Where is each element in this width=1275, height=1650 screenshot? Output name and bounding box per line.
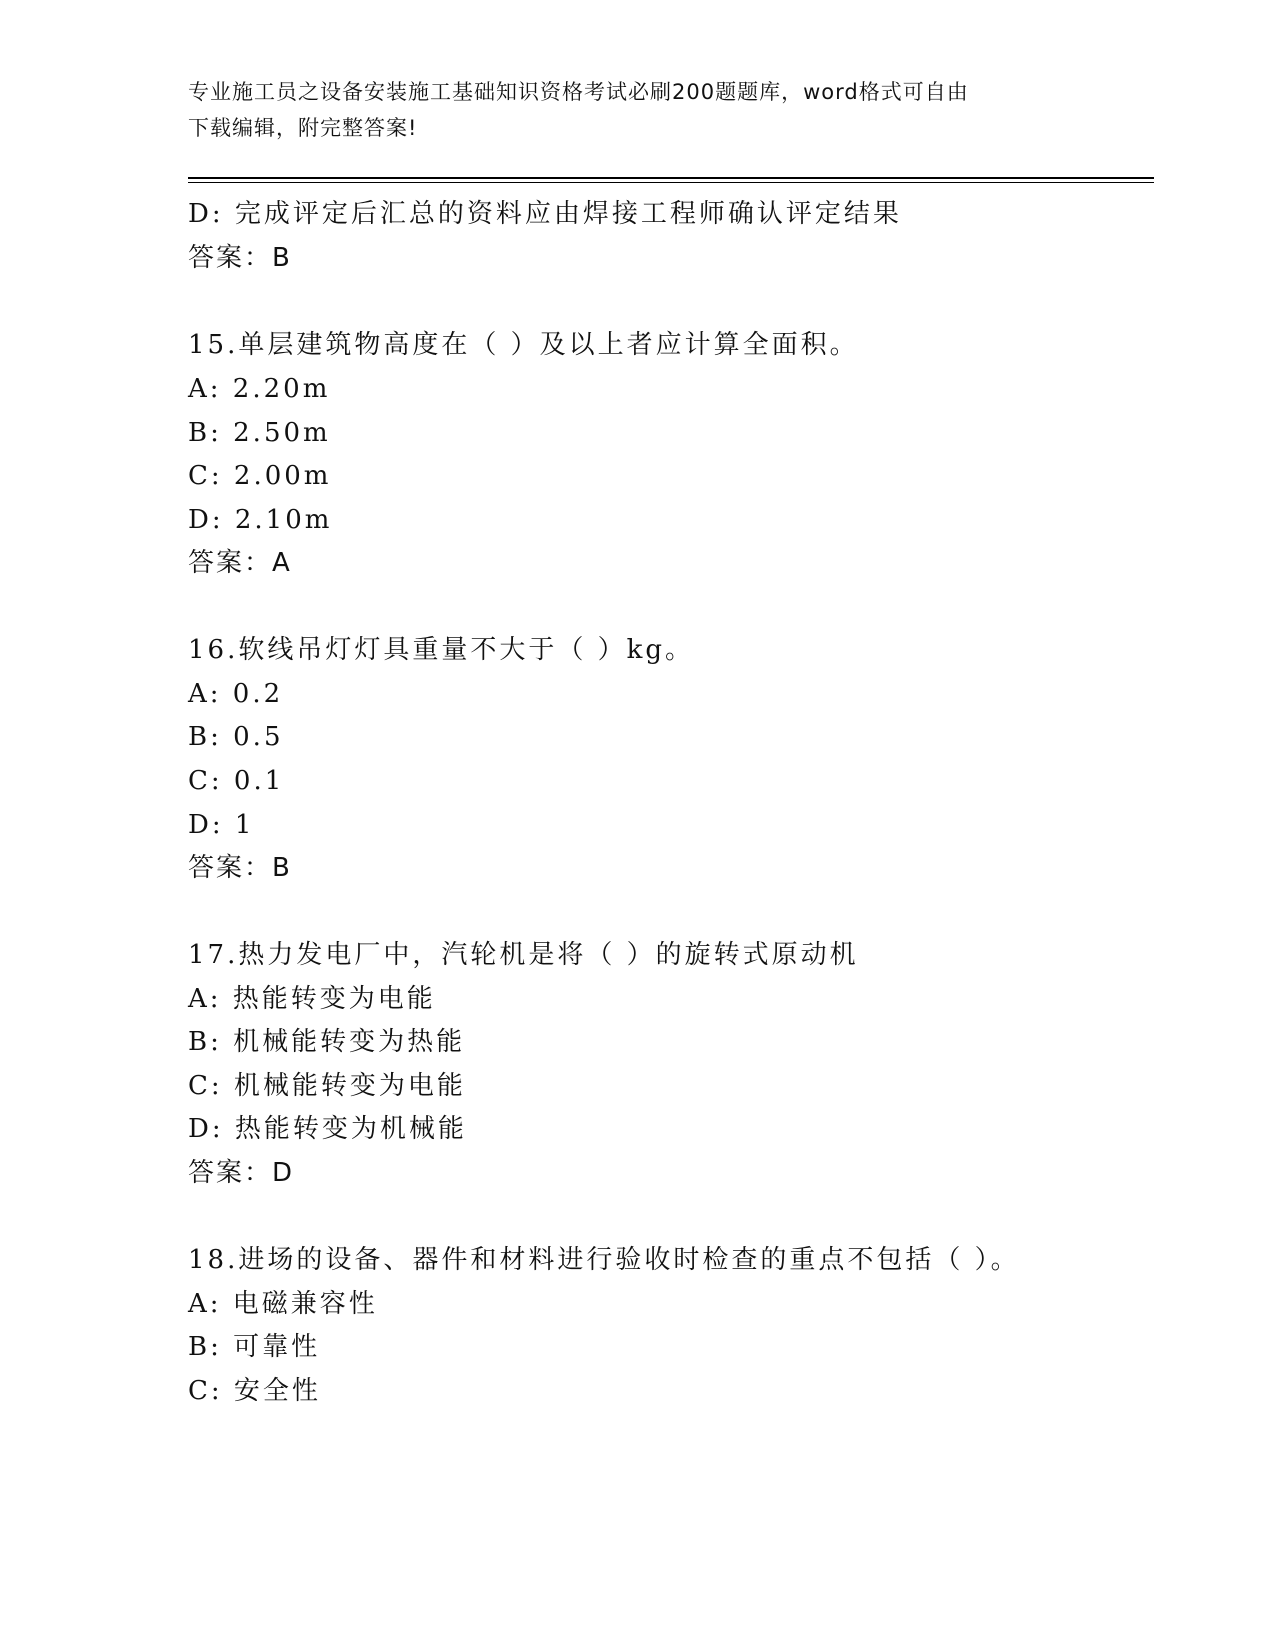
q16-option-a: A: 0.2: [188, 679, 284, 709]
q18-question: 18.进场的设备、器件和材料进行验收时检查的重点不包括（ ）。: [188, 1245, 1020, 1275]
q16-option-b: B: 0.5: [188, 722, 284, 752]
q17-option-b: B: 机械能转变为热能: [188, 1027, 466, 1057]
q15-answer: 答案：A: [188, 548, 292, 578]
q18-option-a: A: 电磁兼容性: [188, 1289, 378, 1319]
document-header: [188, 74, 1068, 146]
q17-option-c: C: 机械能转变为电能: [188, 1071, 466, 1101]
prev-option-d: D: 完成评定后汇总的资料应由焊接工程师确认评定结果: [188, 199, 902, 229]
q15-question: 15.单层建筑物高度在（ ）及以上者应计算全面积。: [188, 330, 859, 360]
q16-option-d: D: 1: [188, 810, 255, 840]
q18-option-c: C: 安全性: [188, 1376, 321, 1406]
header-divider-thick: [188, 177, 1154, 179]
prev-answer: 答案：B: [188, 243, 292, 273]
q18-option-b: B: 可靠性: [188, 1332, 321, 1362]
header-divider-thin: [188, 182, 1154, 183]
q17-option-a: A: 热能转变为电能: [188, 984, 436, 1014]
header-line-2: 下载编辑，附完整答案!: [188, 116, 418, 140]
q15-option-c: C: 2.00m: [188, 461, 332, 491]
q17-option-d: D: 热能转变为机械能: [188, 1114, 467, 1144]
q15-option-b: B: 2.50m: [188, 418, 331, 448]
q17-answer: 答案：D: [188, 1158, 295, 1188]
q16-question: 16.软线吊灯灯具重量不大于（ ）kg。: [188, 635, 695, 665]
q15-option-a: A: 2.20m: [188, 374, 331, 404]
q17-question: 17.热力发电厂中，汽轮机是将（ ）的旋转式原动机: [188, 940, 859, 970]
header-line-1: 专业施工员之设备安装施工基础知识资格考试必刷200题题库，word格式可自由: [188, 80, 969, 104]
q16-answer: 答案：B: [188, 853, 292, 883]
q16-option-c: C: 0.1: [188, 766, 285, 796]
q15-option-d: D: 2.10m: [188, 505, 333, 535]
